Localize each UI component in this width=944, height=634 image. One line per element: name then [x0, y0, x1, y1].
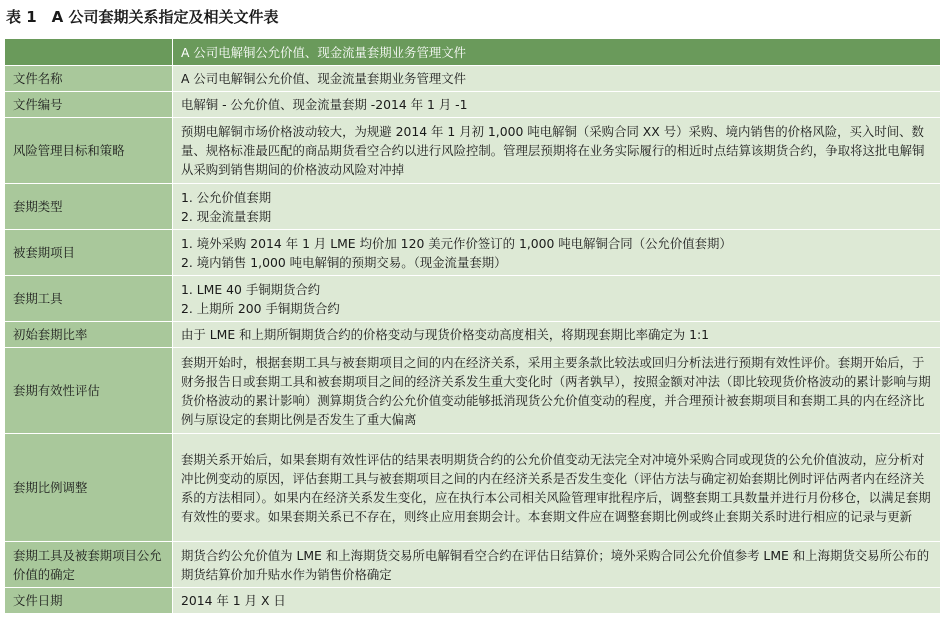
- row-value-line: 预期电解铜市场价格波动较大，为规避 2014 年 1 月初 1,000 吨电解铜（采购合同 XX 号）采购、境内销售的价格风险，买入时间、数量、规格标准最匹配的商品期货看空合约以进行风险控制。管理层预期将在业务实际履行的相近时点结算该期货合约，争取将这批电解铜从采购到销售期间的价格波动风险对冲掉: [181, 124, 925, 177]
- row-label: 被套期项目: [5, 230, 173, 276]
- table-row: [5, 348, 941, 434]
- table-row: [5, 322, 941, 348]
- table-row: [5, 92, 941, 118]
- table-row: [5, 542, 941, 588]
- hedging-document-table: [4, 38, 941, 614]
- row-value: [173, 92, 941, 118]
- row-value: [173, 434, 941, 542]
- row-label: 套期工具及被套期项目公允价值的确定: [5, 542, 173, 588]
- row-value: [173, 588, 941, 614]
- row-value-line: 1. 境外采购 2014 年 1 月 LME 均价加 120 美元作价签订的 1,000 吨电解铜合同（公允价值套期）: [181, 235, 732, 251]
- table-caption: 表 1 A 公司套期关系指定及相关文件表: [6, 8, 279, 26]
- row-value-line: 1. 公允价值套期: [181, 189, 272, 205]
- row-value: [173, 542, 941, 588]
- row-value: [173, 322, 941, 348]
- row-value-line: 2. 上期所 200 手铜期货合约: [181, 300, 340, 316]
- row-value: [173, 184, 941, 230]
- table-row: [5, 276, 941, 322]
- row-value-line: 套期开始时，根据套期工具与被套期项目之间的内在经济关系，采用主要条款比较法或回归分析法进行预期有效性评价。套期开始后，于财务报告日或套期工具和被套期项目之间的经济关系发生重大变化时（两者孰早），按照金额对冲法（即比较现货价格波动的累计影响与期货价格波动的累计影响）测算期货合约公允价值变动能够抵消现货公允价值变动的程度，并合理预计被套期项目和套期工具的内在经济比例与原设定的套期比例是否发生了重大偏离: [181, 354, 931, 427]
- row-value-line: A 公司电解铜公允价值、现金流量套期业务管理文件: [181, 71, 467, 86]
- row-value-line: 由于 LME 和上期所铜期货合约的价格变动与现货价格变动高度相关，将期现套期比率确定为 1:1: [181, 327, 710, 342]
- row-label: 套期比例调整: [5, 434, 173, 542]
- row-value-line: 2. 现金流量套期: [181, 208, 272, 224]
- table-row: [5, 230, 941, 276]
- table-header-row: [5, 39, 941, 66]
- row-value-line: 2014 年 1 月 X 日: [181, 593, 286, 608]
- header-title-cell: A 公司电解铜公允价值、现金流量套期业务管理文件: [173, 39, 941, 66]
- row-label: 套期有效性评估: [5, 348, 173, 434]
- row-value: [173, 348, 941, 434]
- row-value: [173, 66, 941, 92]
- table-row: [5, 588, 941, 614]
- row-value-line: 电解铜 - 公允价值、现金流量套期 -2014 年 1 月 -1: [181, 97, 468, 112]
- row-value-line: 套期关系开始后，如果套期有效性评估的结果表明期货合约的公允价值变动无法完全对冲境外采购合同或现货的公允价值波动，应分析对冲比例变动的原因，评估套期工具与被套期项目之间的内在经济关系是否发生变化（评估方法与确定初始套期比例时评估两者内在经济关系的方法相同）。如果内在经济关系发生变化，应在执行本公司相关风险管理审批程序后，调整套期工具数量并进行月份移仓，以满足套期有效性的要求。如果套期关系已不存在，则终止应用套期会计。本套期文件应在调整套期比例或终止套期关系时进行相应的记录与更新: [181, 451, 931, 524]
- table-row: [5, 118, 941, 184]
- header-label-cell: [5, 39, 173, 66]
- row-label: 文件编号: [5, 92, 173, 118]
- row-value: [173, 276, 941, 322]
- row-label: 风险管理目标和策略: [5, 118, 173, 184]
- table-row: [5, 434, 941, 542]
- table-row: [5, 184, 941, 230]
- row-label: 初始套期比率: [5, 322, 173, 348]
- row-label: 文件名称: [5, 66, 173, 92]
- row-value-line: 2. 境内销售 1,000 吨电解铜的预期交易。（现金流量套期）: [181, 254, 507, 270]
- row-label: 套期类型: [5, 184, 173, 230]
- row-value-line: 1. LME 40 手铜期货合约: [181, 281, 321, 297]
- row-label: 文件日期: [5, 588, 173, 614]
- row-value: [173, 230, 941, 276]
- row-value: [173, 118, 941, 184]
- row-label: 套期工具: [5, 276, 173, 322]
- table-row: [5, 66, 941, 92]
- row-value-line: 期货合约公允价值为 LME 和上海期货交易所电解铜看空合约在评估日结算价；境外采购合同公允价值参考 LME 和上海期货交易所公布的期货结算价加升贴水作为销售价格确定: [181, 547, 930, 582]
